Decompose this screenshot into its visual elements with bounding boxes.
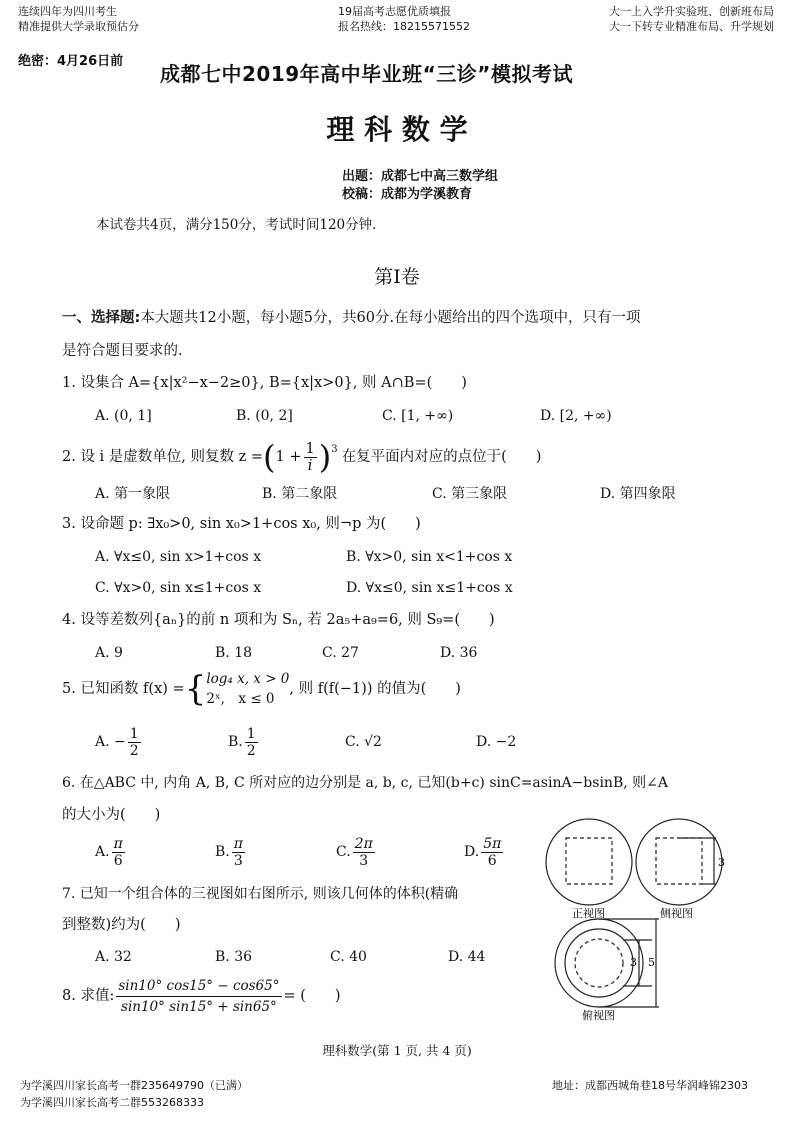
front-view-circle [546, 819, 632, 905]
top-dim5-label: 5 [648, 956, 655, 969]
q6d-den: 6 [487, 852, 497, 869]
header-right [609, 4, 774, 34]
question-6-option-b [215, 832, 247, 872]
volume-title: 第Ⅰ卷 [374, 266, 420, 288]
q6c-label: C. [336, 844, 351, 860]
secret-label: 绝密：4月26日前 [18, 54, 124, 69]
q6d-label: D. [464, 844, 480, 860]
question-5-option-a [95, 722, 143, 762]
front-view-square [566, 838, 612, 884]
question-4-option-b: B. 18 [215, 645, 253, 661]
page-number: 理科数学(第 1 页, 共 4 页) [322, 1043, 472, 1058]
question-1-option-b: B. (0, 2] [236, 408, 293, 424]
question-2-frac-den: i [307, 457, 313, 474]
question-5-case1: log₄ x, x > 0 [206, 671, 290, 687]
question-5-option-a-frac [128, 726, 141, 759]
question-2-pre: 2. 设 i 是虚数单位, 则复数 z = [62, 449, 264, 465]
front-view-label: 正视图 [572, 907, 605, 920]
q5a-den: 2 [129, 742, 139, 759]
question-2-post: 在复平面内对应的点位于( ) [341, 449, 542, 465]
question-8-post: = ( ) [283, 988, 341, 1004]
close-paren: ) [318, 438, 332, 476]
question-1-option-c: C. [1, +∞) [382, 408, 454, 424]
top-dim3-label: 3 [630, 956, 637, 969]
question-2-stem [62, 436, 541, 478]
side-dim-label: 3 [718, 856, 725, 869]
question-8-num: sin10° cos15° − cos65° [116, 976, 281, 997]
question-7-option-b: B. 36 [215, 949, 253, 965]
q6a-den: 6 [113, 852, 123, 869]
q6d-num: 5π [483, 835, 502, 852]
question-5-case2: 2ˣ, x ≤ 0 [206, 691, 275, 707]
q6a-frac [112, 836, 125, 869]
subject-title: 理 科 数 学 [326, 113, 468, 146]
question-5-option-b-label: B. [228, 734, 243, 750]
question-5-cases [206, 669, 289, 709]
q6b-label: B. [215, 844, 230, 860]
question-2-inner: 1 + [275, 449, 302, 465]
question-8-stem [62, 972, 341, 1020]
section-heading-text2: 是符合题目要求的. [62, 343, 183, 359]
q6b-den: 3 [233, 852, 243, 869]
question-6-option-d [464, 832, 505, 872]
question-1-option-d: D. [2, +∞) [540, 408, 612, 424]
question-2-option-c: C. 第三象限 [432, 486, 508, 502]
open-paren: ( [263, 438, 276, 476]
q6c-den: 3 [359, 852, 369, 869]
footer-left [20, 1077, 248, 1111]
question-8-fraction [116, 976, 281, 1017]
top-view-label: 俯视图 [582, 1009, 615, 1022]
question-7-option-d: D. 44 [448, 949, 486, 965]
question-5-option-b-frac [245, 726, 258, 759]
side-view-circle [636, 819, 722, 905]
header-left [18, 4, 139, 34]
question-5-option-c: C. √2 [345, 734, 382, 750]
header-left-line1: 连续四年为四川考生 [18, 5, 117, 18]
q6a-label: A. [95, 844, 110, 860]
section-heading-text: 本大题共12小题，每小题5分，共60分.在每小题给出的四个选项中，只有一项 [140, 310, 641, 326]
footer-left-line1: 为学溪四川家长高考一群235649790（已满） [20, 1079, 248, 1092]
question-5-pre: 5. 已知函数 f(x) = [62, 681, 185, 697]
question-1-stem: 1. 设集合 A={x|x²−x−2≥0}, B={x|x>0}, 则 A∩B=( ) [62, 375, 467, 391]
intro-text: 本试卷共4页，满分150分，考试时间120分钟. [96, 217, 377, 233]
header-left-line2: 精准提供大学录取预估分 [18, 20, 139, 33]
question-7-stem-line1: 7. 已知一个组合体的三视图如右图所示, 则该几何体的体积(精确 [62, 886, 459, 902]
question-2-option-b: B. 第二象限 [262, 486, 338, 502]
question-7-stem-line2: 到整数)约为( ) [62, 917, 181, 933]
footer-address: 地址：成都西城角巷18号华润峰锦2303 [552, 1079, 748, 1092]
question-4-option-a: A. 9 [95, 645, 123, 661]
q6b-num: π [233, 835, 243, 852]
question-3-option-d: D. ∀x≤0, sin x≤1+cos x [346, 580, 513, 596]
question-8-pre: 8. 求值: [62, 988, 115, 1004]
question-2-option-d: D. 第四象限 [600, 486, 676, 502]
question-2-fraction [304, 441, 317, 474]
question-4-stem: 4. 设等差数列{aₙ}的前 n 项和为 Sₙ, 若 2a₅+a₉=6, 则 S₉=( ) [62, 612, 495, 628]
question-3-stem: 3. 设命题 p: ∃x₀>0, sin x₀>1+cos x₀, 则¬p 为( ) [62, 516, 421, 532]
question-2-exponent: 3 [331, 444, 338, 455]
question-4-option-c: C. 27 [322, 645, 359, 661]
q6a-num: π [113, 835, 123, 852]
question-4-option-d: D. 36 [440, 645, 478, 661]
q6b-frac [232, 836, 245, 869]
question-3-option-c: C. ∀x>0, sin x≤1+cos x [95, 580, 262, 596]
header-center [338, 4, 470, 34]
question-5-option-b [228, 722, 260, 762]
question-8-den: sin10° sin15° + sin65° [121, 998, 277, 1015]
question-6-option-a [95, 832, 127, 872]
left-brace: { [184, 669, 207, 709]
proof-label: 校稿：成都为学溪教育 [342, 187, 473, 202]
question-5-option-d: D. −2 [476, 734, 517, 750]
section-heading-label: 一、选择题: [62, 310, 141, 326]
header-right-line2: 大一下转专业精准布局、升学规划 [609, 20, 774, 33]
footer-left-line2: 为学溪四川家长高考二群553268333 [20, 1096, 204, 1109]
side-view-label: 侧视图 [660, 907, 693, 920]
question-6-stem-line1: 6. 在△ABC 中, 内角 A, B, C 所对应的边分别是 a, b, c, 已知(b+c) sinC=asinA−bsinB, 则∠A [62, 775, 668, 791]
question-3-option-b: B. ∀x>0, sin x<1+cos x [346, 549, 513, 565]
question-2-option-a: A. 第一象限 [95, 486, 171, 502]
question-2-frac-num: 1 [305, 440, 315, 457]
q6c-frac [353, 836, 375, 869]
question-1-option-a: A. (0, 1] [95, 408, 152, 424]
question-5-option-a-label: A. − [95, 734, 126, 750]
three-view-figure [544, 816, 768, 1022]
question-3-option-a: A. ∀x≤0, sin x>1+cos x [95, 549, 262, 565]
q6d-frac [481, 836, 503, 869]
question-7-option-a: A. 32 [95, 949, 132, 965]
q6c-num: 2π [354, 835, 373, 852]
question-5-post: , 则 f(f(−1)) 的值为( ) [289, 681, 461, 697]
question-6-stem-line2: 的大小为( ) [62, 807, 161, 823]
q5a-num: 1 [129, 725, 139, 742]
question-6-option-c [336, 832, 377, 872]
header-center-line1: 19届高考志愿优质填报 [338, 5, 451, 18]
exam-title: 成都七中2019年高中毕业班“三诊”模拟考试 [160, 62, 573, 86]
header-center-line2: 报名热线：18215571552 [338, 20, 470, 33]
side-view-square [656, 838, 702, 884]
question-7-option-c: C. 40 [330, 949, 367, 965]
question-5-stem [62, 666, 461, 712]
section-heading [62, 308, 641, 328]
q5b-den: 2 [246, 742, 256, 759]
top-view-inner-circle [575, 939, 623, 987]
header-right-line1: 大一上入学升实验班、创新班布局 [609, 5, 774, 18]
setter-label: 出题：成都七中高三数学组 [342, 169, 499, 184]
q5b-num: 1 [246, 725, 256, 742]
